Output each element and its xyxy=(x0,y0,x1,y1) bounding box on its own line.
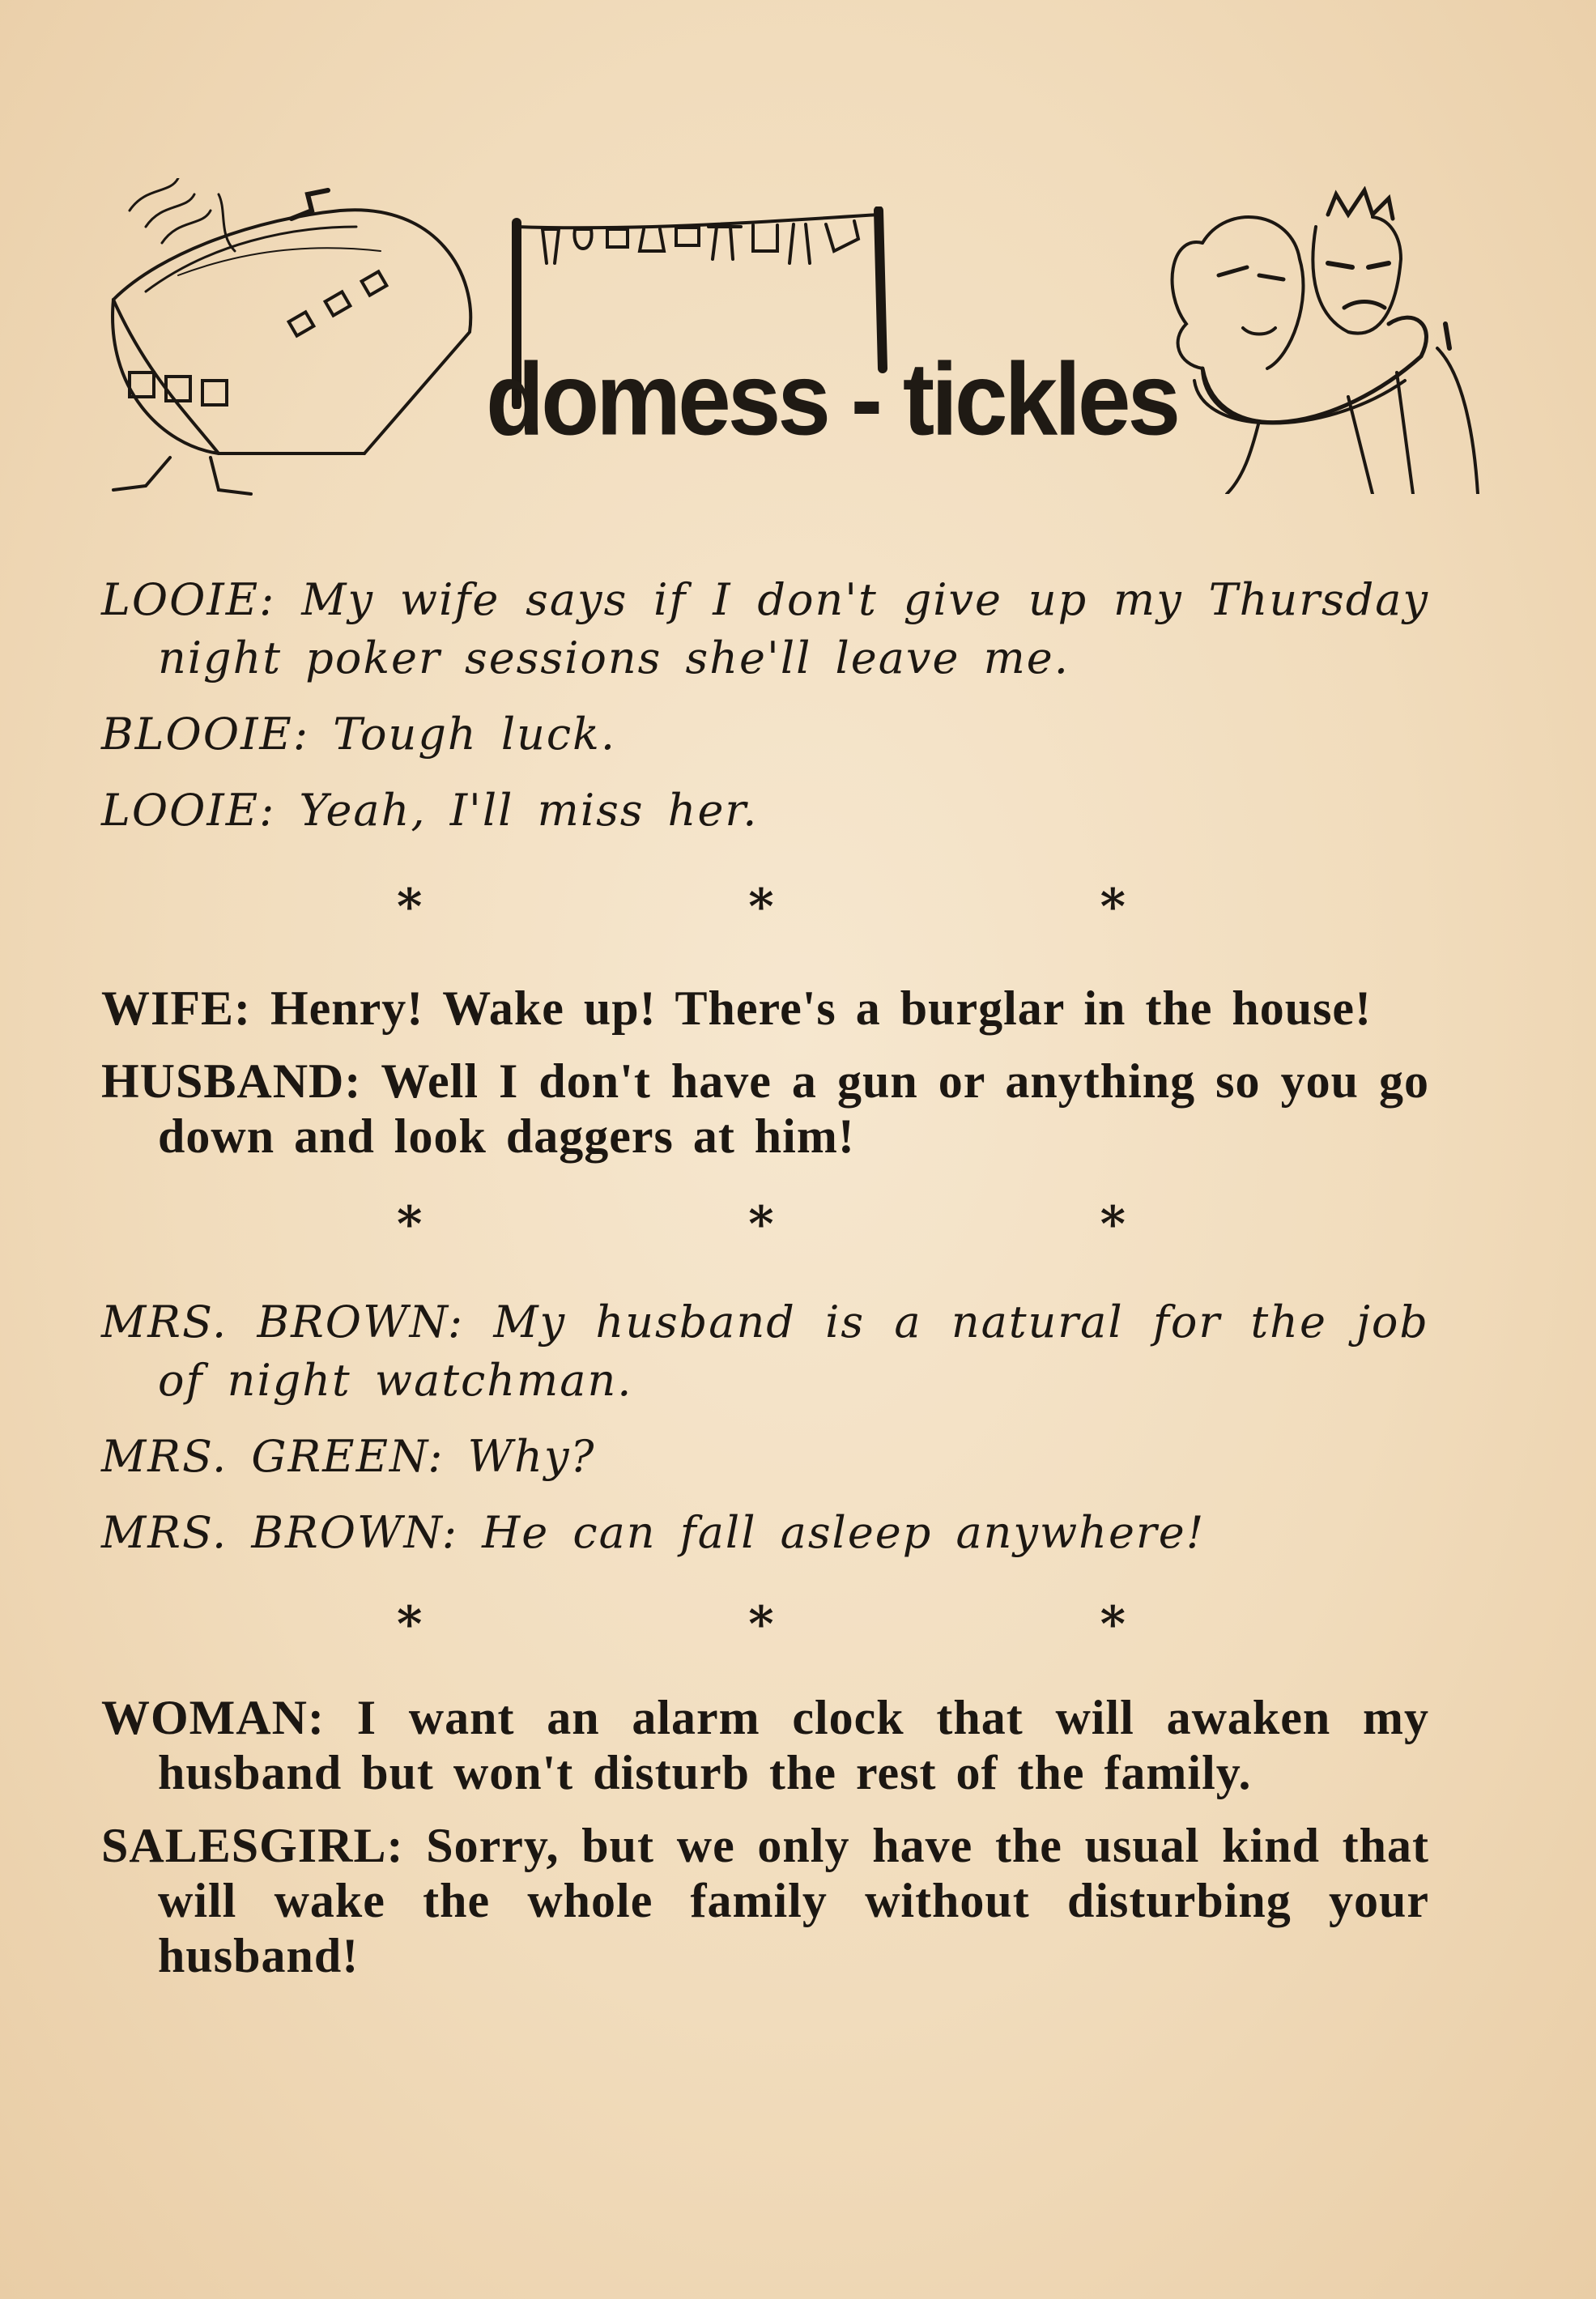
joke-line xyxy=(101,1428,1429,1486)
joke-line xyxy=(101,981,1429,1036)
dialogue-text: Yeah, I'll miss her. xyxy=(299,785,759,836)
joke-line xyxy=(101,1504,1429,1562)
speaker-name: HUSBAND: xyxy=(101,1054,362,1108)
dialogue-text: My wife says if I don't give up my Thursday night poker sessions she'll leave me. xyxy=(158,574,1429,683)
separator-stars: * * * xyxy=(397,879,1126,935)
speaker-name: LOOIE: xyxy=(101,574,276,625)
dialogue-text: He can fall asleep anywhere! xyxy=(482,1507,1206,1558)
jokes-column xyxy=(101,571,1429,1983)
speaker-name: MRS. GREEN: xyxy=(101,1431,445,1482)
joke-line xyxy=(101,1690,1429,1800)
speaker-name: WIFE: xyxy=(101,981,251,1035)
speaker-name: MRS. BROWN: xyxy=(101,1296,465,1347)
dialogue-text: Henry! Wake up! There's a burglar in the house! xyxy=(270,981,1373,1035)
dialogue-text: My husband is a natural for the job of night watchman. xyxy=(158,1296,1429,1406)
quonset-hut-illustration xyxy=(97,178,486,502)
speaker-name: MRS. BROWN: xyxy=(101,1507,458,1558)
separator-stars: * * * xyxy=(397,1596,1126,1653)
joke-line xyxy=(101,705,1429,764)
dialogue-text: Why? xyxy=(467,1431,596,1482)
joke-line xyxy=(101,571,1429,688)
dialogue-text: Sorry, but we only have the usual kind that will wake the whole family without disturbing your husband! xyxy=(158,1819,1430,1982)
speaker-name: BLOOIE: xyxy=(101,709,310,760)
separator-stars: * * * xyxy=(397,1196,1126,1253)
speaker-name: LOOIE: xyxy=(101,785,276,836)
joke-line xyxy=(101,1054,1429,1164)
dialogue-text: Well I don't have a gun or anything so you go down and look daggers at him! xyxy=(158,1054,1429,1163)
speaker-name: WOMAN: xyxy=(101,1691,325,1744)
joke-line xyxy=(101,1818,1429,1983)
joke-line xyxy=(101,781,1429,840)
speaker-name: SALESGIRL: xyxy=(101,1819,404,1872)
joke-line xyxy=(101,1293,1429,1410)
dialogue-text: Tough luck. xyxy=(333,709,617,760)
dialogue-text: I want an alarm clock that will awaken my husband but won't disturb the rest of the family. xyxy=(158,1691,1429,1799)
page-title: domess - tickles xyxy=(486,342,1178,458)
couple-illustration xyxy=(1154,186,1494,494)
